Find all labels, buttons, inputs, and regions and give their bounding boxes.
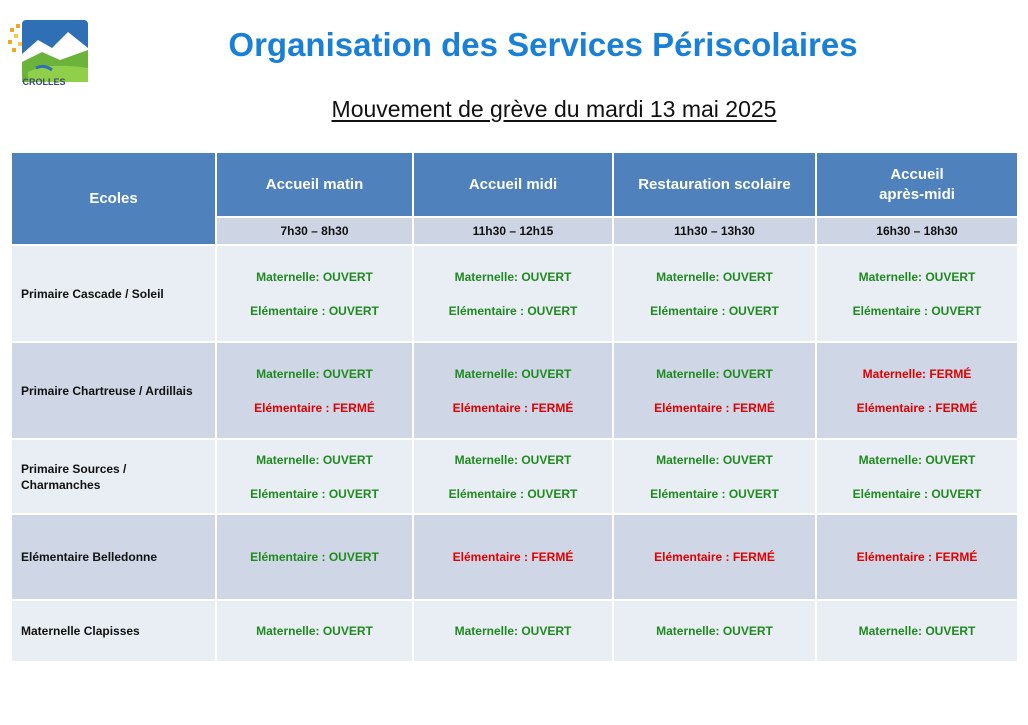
table-row [11,342,1018,439]
status-cell [216,245,413,342]
status-cell [413,600,613,662]
status-cell [413,342,613,439]
table-row [11,439,1018,514]
status-elementaire: Elémentaire : FERMÉ [856,400,978,415]
status-cell [816,514,1018,600]
status-elementaire: Elémentaire : OUVERT [650,303,779,318]
header-accueil-apres-midi [816,152,1018,217]
status-elementaire: Elémentaire : OUVERT [448,486,578,501]
table-row [11,600,1018,662]
status-cell [216,439,413,514]
status-maternelle: Maternelle: OUVERT [858,452,976,467]
header-accueil-midi: Accueil midi [413,152,613,217]
page-title: Organisation des Services Périscolaires [228,26,858,63]
school-name: Primaire Cascade / Soleil [11,245,216,342]
status-cell [216,600,413,662]
status-maternelle: Maternelle: OUVERT [656,452,773,467]
status-maternelle: Maternelle: OUVERT [256,269,373,284]
header-restauration: Restauration scolaire [613,152,816,217]
status-elementaire: Elémentaire : FERMÉ [254,400,375,415]
time-accueil-apres-midi: 16h30 – 18h30 [816,217,1018,245]
status-maternelle: Maternelle: OUVERT [454,452,572,467]
status-maternelle: Maternelle: OUVERT [858,269,976,284]
status-maternelle: Maternelle: OUVERT [454,366,572,381]
header-line-1: Accueil [890,165,944,183]
status-elementaire: Elémentaire : OUVERT [250,550,379,564]
status-elementaire: Elémentaire : OUVERT [250,303,379,318]
status-cell [413,439,613,514]
status-cell [613,342,816,439]
status-cell [816,245,1018,342]
status-elementaire: Elémentaire : FERMÉ [452,400,574,415]
status-cell [816,342,1018,439]
header-accueil-matin: Accueil matin [216,152,413,217]
status-maternelle: Maternelle: FERMÉ [862,366,972,381]
page-subtitle: Mouvement de grève du mardi 13 mai 2025 [331,96,777,122]
status-cell [413,514,613,600]
status-elementaire: Elémentaire : FERMÉ [654,550,775,564]
header-line-2: après-midi [879,185,955,203]
status-elementaire: Elémentaire : OUVERT [250,486,379,501]
status-elementaire: Elémentaire : FERMÉ [654,400,775,415]
time-accueil-matin: 7h30 – 8h30 [216,217,413,245]
status-maternelle: Maternelle: OUVERT [858,624,976,638]
logo-text: CROLLES [22,77,66,87]
status-cell [816,439,1018,514]
status-elementaire: Elémentaire : OUVERT [650,486,779,501]
school-name-line-1: Primaire Sources / [21,461,127,476]
school-name [11,439,216,514]
status-cell [613,245,816,342]
status-elementaire: Elémentaire : OUVERT [852,303,982,318]
status-elementaire: Elémentaire : OUVERT [448,303,578,318]
status-maternelle: Maternelle: OUVERT [454,269,572,284]
status-cell [613,600,816,662]
status-cell [613,514,816,600]
status-cell [413,245,613,342]
status-maternelle: Maternelle: OUVERT [656,269,773,284]
status-maternelle: Maternelle: OUVERT [256,452,373,467]
status-maternelle: Maternelle: OUVERT [256,624,373,638]
status-elementaire: Elémentaire : FERMÉ [856,550,978,564]
status-maternelle: Maternelle: OUVERT [256,366,373,381]
school-name: Maternelle Clapisses [11,600,216,662]
status-maternelle: Maternelle: OUVERT [454,624,572,638]
school-name-line-2: Charmanches [21,477,101,492]
status-cell [216,342,413,439]
table-row [11,245,1018,342]
status-maternelle: Maternelle: OUVERT [656,366,773,381]
status-cell [613,439,816,514]
header-schools: Ecoles [11,152,216,245]
school-name: Elémentaire Belledonne [11,514,216,600]
status-elementaire: Elémentaire : FERMÉ [452,550,574,564]
status-cell [216,514,413,600]
time-restauration: 11h30 – 13h30 [613,217,816,245]
status-cell [816,600,1018,662]
services-table [10,151,1019,663]
status-maternelle: Maternelle: OUVERT [656,624,773,638]
school-name: Primaire Chartreuse / Ardillais [11,342,216,439]
table-row [11,514,1018,600]
status-elementaire: Elémentaire : OUVERT [852,486,982,501]
time-accueil-midi: 11h30 – 12h15 [413,217,613,245]
